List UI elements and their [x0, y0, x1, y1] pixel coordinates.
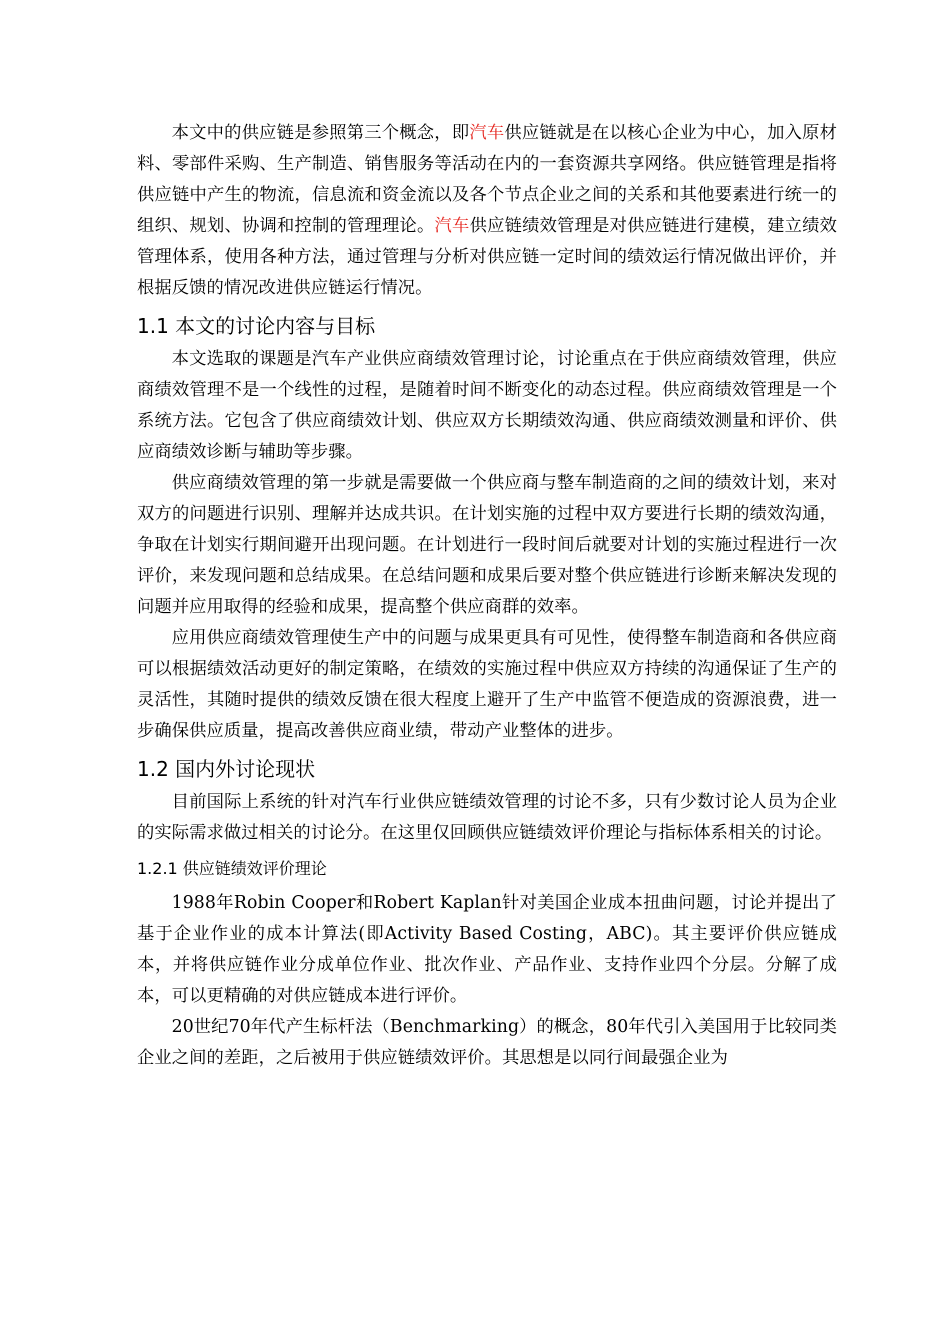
section-1-2-1-paragraph-2: 20世纪70年代产生标杆法（Benchmarking）的概念，80年代引入美国用于比较同类企业之间的差距，之后被用于供应链绩效评价。其思想是以同行间最强企业为	[137, 1017, 837, 1068]
highlight-word-auto-2: 汽车	[434, 216, 470, 236]
intro-text-1: 本文中的供应链是参照第三个概念，即	[171, 123, 470, 143]
document-page	[137, 118, 837, 1074]
section-heading-1-1: 1.1 本文的讨论内容与目标	[137, 314, 376, 338]
section-heading-1-2: 1.2 国内外讨论现状	[137, 757, 316, 781]
section-1-2-1-paragraph-1: 1988年Robin Cooper和Robert Kaplan针对美国企业成本扭曲问题，讨论并提出了基于企业作业的成本计算法(即Activity Based Costing，ABC)。其主要评价供应链成本，并将供应链作业分成单位作业、批次作业、产品作业、支持作业四个分层。分解了成本，可以更精确的对供应链成本进行评价。	[137, 893, 837, 1006]
section-1-1-paragraph-2: 供应商绩效管理的第一步就是需要做一个供应商与整车制造商的之间的绩效计划，来对双方的问题进行识别、理解并达成共识。在计划实施的过程中双方要进行长期的绩效沟通，争取在计划实行期间避开出现问题。在计划进行一段时间后就要对计划的实施过程进行一次评价，来发现问题和总结成果。在总结问题和成果后要对整个供应链进行诊断来解决发现的问题并应用取得的经验和成果，提高整个供应商群的效率。	[137, 473, 837, 617]
subsection-heading-1-2-1: 1.2.1 供应链绩效评价理论	[137, 859, 327, 878]
intro-text-2: 供应链就是在以核心企业为中心，加入原材料、零部件采购、生产制造、销售服务等活动在内的一套资源共享网络。供应链管理是指将供应链中产生的物流，信息流和资金流以及各个节点企业之间的关系和其他要素进行统一的组织、规划、协调和控制的管理理论。	[137, 123, 838, 236]
intro-paragraph	[137, 118, 837, 304]
intro-text-3: 供应链绩效管理是对供应链进行建模，建立绩效管理体系，使用各种方法，通过管理与分析对供应链一定时间的绩效运行情况做出评价，并根据反馈的情况改进供应链运行情况。	[137, 216, 837, 298]
section-1-2-paragraph-1: 目前国际上系统的针对汽车行业供应链绩效管理的讨论不多，只有少数讨论人员为企业的实际需求做过相关的讨论分。在这里仅回顾供应链绩效评价理论与指标体系相关的讨论。	[137, 792, 837, 843]
highlight-word-auto: 汽车	[469, 123, 505, 143]
section-1-1-paragraph-3: 应用供应商绩效管理使生产中的问题与成果更具有可见性，使得整车制造商和各供应商可以根据绩效活动更好的制定策略，在绩效的实施过程中供应双方持续的沟通保证了生产的灵活性，其随时提供的绩效反馈在很大程度上避开了生产中监管不便造成的资源浪费，进一步确保供应质量，提高改善供应商业绩，带动产业整体的进步。	[137, 628, 837, 741]
section-1-1-paragraph-1: 本文选取的课题是汽车产业供应商绩效管理讨论，讨论重点在于供应商绩效管理，供应商绩效管理不是一个线性的过程，是随着时间不断变化的动态过程。供应商绩效管理是一个系统方法。它包含了供应商绩效计划、供应双方长期绩效沟通、供应商绩效测量和评价、供应商绩效诊断与辅助等步骤。	[137, 349, 837, 462]
